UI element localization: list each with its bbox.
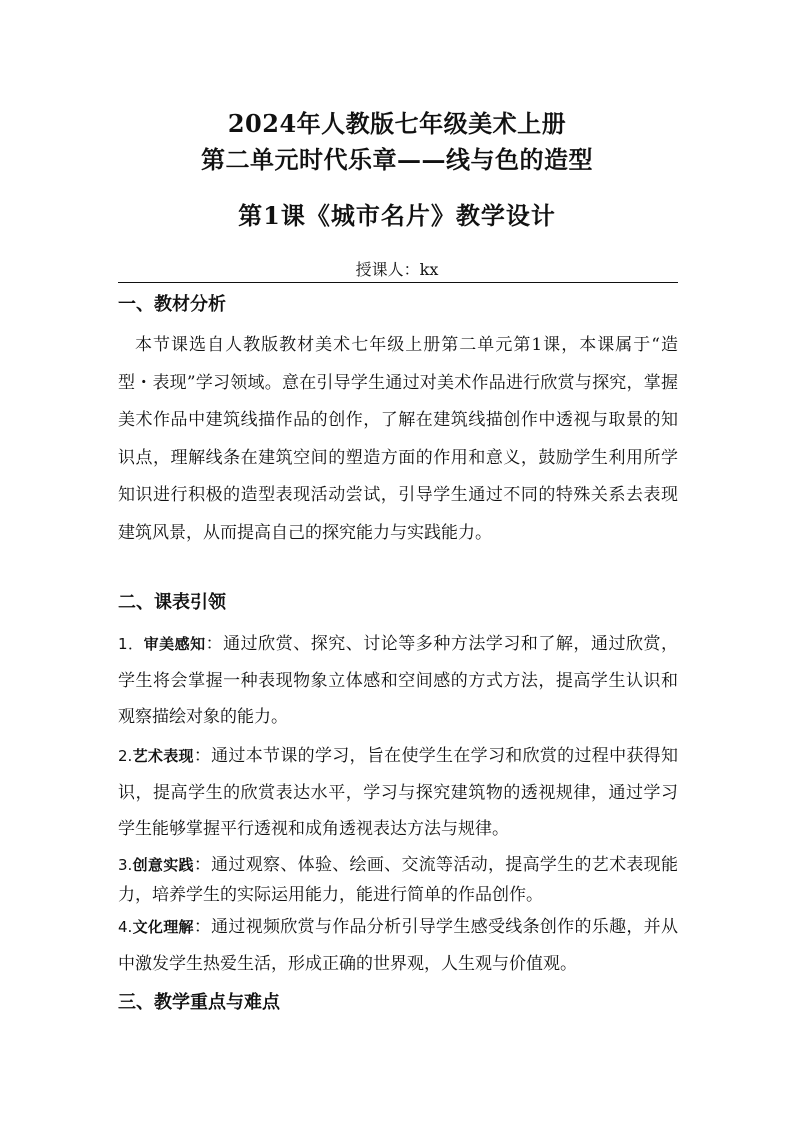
section-heading-textbook-analysis: 一、教材分析 [118, 294, 226, 315]
list-item-cultural-understanding [118, 909, 678, 983]
list-item-label: 艺术表现 [132, 747, 194, 765]
document-title-line1: 2024年人教版七年级美术上册 [227, 109, 567, 138]
list-item-text: ：通过观察、体验、绘画、交流等活动，提高学生的艺术表现能力，培养学生的实际运用能力，能进行简单的作品创作。 [118, 855, 678, 905]
list-item-artistic-expression [118, 738, 678, 848]
section-heading-curriculum-guidance: 二、课表引领 [118, 592, 226, 613]
section-heading-key-points: 三、教学重点与难点 [118, 992, 280, 1013]
header-divider [118, 282, 678, 283]
list-item-number: 1． [118, 635, 144, 653]
list-item-number: 4. [118, 918, 133, 936]
list-item-label: 文化理解 [132, 918, 194, 936]
list-item-text: ：通过欣赏、探究、讨论等多种方法学习和了解，通过欣赏，学生将会掌握一种表现物象立体感和空间感的方式方法，提高学生认识和观察描绘对象的能力。 [118, 634, 678, 727]
teacher-line: 授课人：kx [355, 260, 439, 279]
list-item-text: ：通过视频欣赏与作品分析引导学生感受线条创作的乐趣，并从中激发学生热爱生活，形成正确的世界观，人生观与价值观。 [118, 917, 678, 974]
list-item-creative-practice [118, 850, 678, 910]
section-paragraph-textbook-analysis: 本节课选自人教版教材美术七年级上册第二单元第1课，本课属于“造型・表现”学习领域。意在引导学生通过对美术作品进行欣赏与探究，掌握美术作品中建筑线描作品的创作，了解在建筑线描创作中透视与取景的知识点，理解线条在建筑空间的塑造方面的作用和意义，鼓励学生利用所学知识进行积极的造型表现活动尝试，引导学生通过不同的特殊关系去表现建筑风景，从而提高自己的探究能力与实践能力。 [118, 335, 678, 543]
list-item-text: ：通过本节课的学习，旨在使学生在学习和欣赏的过程中获得知识，提高学生的欣赏表达水平，学习与探究建筑物的透视规律，通过学习学生能够掌握平行透视和成角透视表达方法与规律。 [118, 746, 678, 839]
list-item-number: 2. [118, 747, 133, 765]
list-item-label: 创意实践 [132, 856, 194, 874]
list-item-number: 3. [118, 856, 133, 874]
lesson-title: 第1课《城市名片》教学设计 [238, 201, 556, 230]
list-item-label: 审美感知 [143, 635, 206, 653]
document-title-line2: 第二单元时代乐章——线与色的造型 [201, 145, 593, 174]
list-item-aesthetic-perception [118, 626, 678, 736]
